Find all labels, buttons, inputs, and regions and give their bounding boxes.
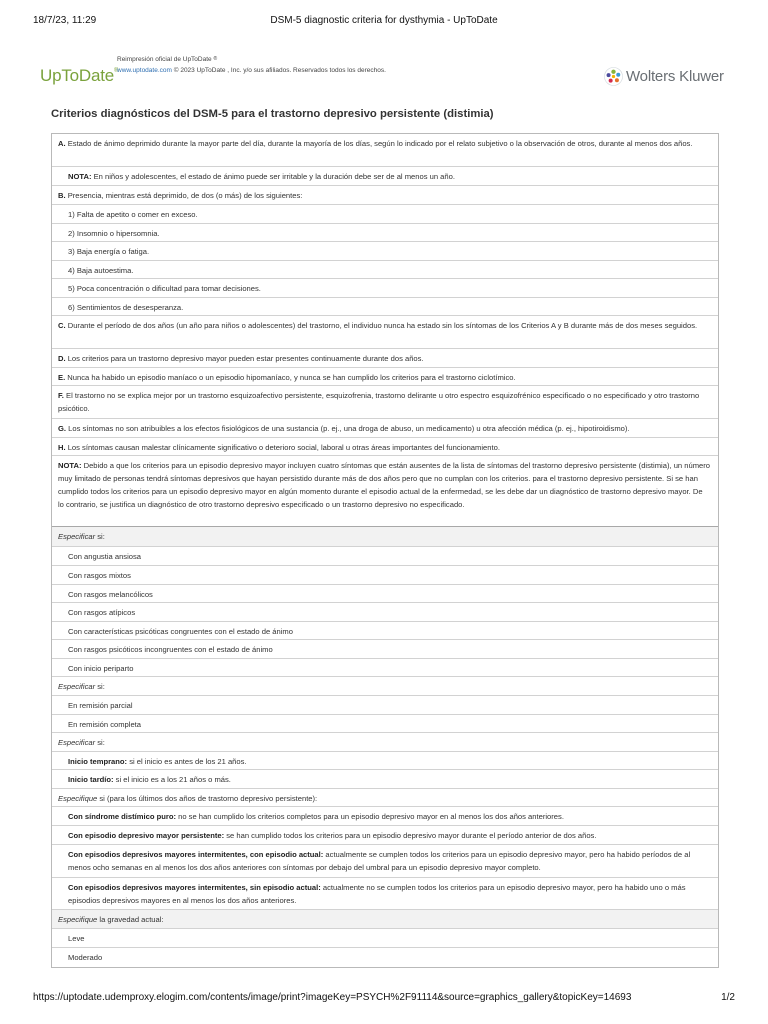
- footer-url: https://uptodate.udemproxy.elogim.com/contents/image/print?imageKey=PSYCH%2F91114&source=graphics_gallery&topicKey=14693: [33, 992, 632, 1003]
- row-text: El trastorno no se explica mejor por un trastorno esquizoafectivo persistente, esquizofrenia, trastorno delirante u otro espectro esquizofrénico especificado o no especificado y otro trastorno psicótico.: [58, 391, 700, 413]
- table-row: [52, 640, 718, 659]
- table-row: [52, 789, 718, 807]
- table-row: [52, 456, 718, 527]
- table-row: [52, 368, 718, 386]
- row-specifier-label: Especificar: [58, 532, 96, 541]
- table-row: [52, 261, 718, 279]
- row-text: En remisión completa: [68, 720, 142, 729]
- table-row: [52, 770, 718, 789]
- row-text: Con rasgos psicóticos incongruentes con el estado de ánimo: [68, 645, 273, 654]
- table-row: [52, 948, 718, 967]
- row-text: Con inicio periparto: [68, 664, 134, 673]
- row-label: Inicio tardío:: [68, 775, 114, 784]
- row-text: 3) Baja energía o fatiga.: [68, 247, 150, 256]
- row-text: Con características psicóticas congruentes con el estado de ánimo: [68, 627, 293, 636]
- print-header: [0, 15, 768, 29]
- table-row: [52, 807, 718, 826]
- brand-name: UpToDate: [40, 66, 114, 85]
- row-specifier-label: Especificar: [58, 738, 96, 747]
- table-row: [52, 186, 718, 205]
- row-text: actualmente no se cumplen todos los criterios para un episodio depresivo mayor, pero ha habido uno o más episodios depresivos mayores en al menos los dos años anteriores.: [68, 883, 686, 905]
- table-row: [52, 224, 718, 242]
- row-text: Con rasgos melancólicos: [68, 590, 153, 599]
- row-text: Con rasgos atípicos: [68, 608, 136, 617]
- row-text: si el inicio es antes de los 21 años.: [127, 757, 247, 766]
- row-text: En niños y adolescentes, el estado de ánimo puede ser irritable y la duración debe ser de al menos un año.: [91, 172, 455, 181]
- table-row: [52, 878, 718, 910]
- table-row: [52, 566, 718, 585]
- print-title: DSM-5 diagnostic criteria for dysthymia - UpToDate: [270, 15, 498, 26]
- row-text: En remisión parcial: [68, 701, 133, 710]
- row-text: actualmente se cumplen todos los criterios para un episodio depresivo mayor, pero ha habido períodos de al menos ocho semanas en al menos los dos años anteriores con síntomas por debajo del umbral para un episodio depresivo mayor completo.: [68, 850, 691, 872]
- table-row: [52, 826, 718, 845]
- row-text: si:: [95, 682, 105, 691]
- row-label: Con episodios depresivos mayores intermitentes, con episodio actual:: [68, 850, 324, 859]
- table-row: [52, 419, 718, 438]
- row-label: NOTA:: [68, 172, 92, 181]
- copyright-text: © 2023 UpToDate , Inc. y/o sus afiliados. Reservados todos los derechos.: [171, 67, 386, 74]
- row-text: 4) Baja autoestima.: [68, 266, 134, 275]
- row-text: Durante el período de dos años (un año para niños o adolescentes) del trastorno, el individuo nunca ha estado sin los síntomas de los Criterios A y B durante más de dos meses seguidos.: [65, 321, 698, 330]
- table-row: [52, 547, 718, 566]
- table-row: [52, 279, 718, 298]
- row-text: la gravedad actual:: [97, 915, 164, 924]
- row-text: Presencia, mientras está deprimido, de dos (o más) de los siguientes:: [65, 191, 303, 200]
- page-number: 1/2: [721, 992, 735, 1003]
- row-text: Con angustia ansiosa: [68, 552, 142, 561]
- row-label: B.: [58, 191, 66, 200]
- row-text: Los criterios para un trastorno depresivo mayor pueden estar presentes continuamente durante dos años.: [65, 354, 424, 363]
- wolters-kluwer-logo: [604, 65, 724, 87]
- table-row: [52, 242, 718, 261]
- row-label: A.: [58, 139, 66, 148]
- row-text: Debido a que los criterios para un episodio depresivo mayor incluyen cuatro síntomas que están ausentes de la lista de síntomas del trastorno depresivo persistente (distimia), un número muy limitado de personas tendrá síntomas depresivos que hayan persistido durante más de dos años pero que no cumplan con los criterios. para el trastorno depresivo persistente. Si se han cumplido todos los criterios para un episodio depresivo mayor en algún momento durante el episodio actual de la enfermedad, se les debe dar un diagnóstico de trastorno depresivo mayor. De lo contrario, se justifica un diagnóstico de otro trastorno depresivo especificado o un trastorno depresivo no especificado.: [58, 461, 710, 509]
- row-specifier-label: Especifique: [58, 794, 98, 803]
- row-text: no se han cumplido los criterios completos para un episodio depresivo mayor en al menos los dos años anteriores.: [176, 812, 564, 821]
- table-row: [52, 167, 718, 186]
- table-row: [52, 733, 718, 752]
- row-specifier-label: Especificar: [58, 682, 96, 691]
- uptodate-logo[interactable]: [40, 66, 118, 86]
- table-row: [52, 386, 718, 419]
- row-text: si el inicio es a los 21 años o más.: [113, 775, 231, 784]
- reprint-sup: ®: [213, 56, 218, 62]
- document-title: Criterios diagnósticos del DSM-5 para el trastorno depresivo persistente (distimia): [51, 108, 494, 120]
- row-text: 2) Insomnio o hipersomnia.: [68, 229, 160, 238]
- row-text: Estado de ánimo deprimido durante la mayor parte del día, durante la mayoría de los días, según lo indicado por el relato subjetivo o la observación de otros, durante al menos dos años.: [65, 139, 693, 148]
- table-row: [52, 316, 718, 349]
- table-row: [52, 845, 718, 878]
- reprint-notice: [117, 54, 386, 76]
- row-text: Leve: [68, 934, 85, 943]
- table-row: [52, 603, 718, 622]
- table-row: [52, 622, 718, 640]
- table-row: [52, 715, 718, 733]
- row-text: 1) Falta de apetito o comer en exceso.: [68, 210, 198, 219]
- print-date: 18/7/23, 11:29: [33, 15, 97, 26]
- wolters-kluwer-icon: [604, 67, 623, 86]
- table-row: [52, 910, 718, 929]
- row-label: H.: [58, 443, 66, 452]
- row-label: NOTA:: [58, 461, 82, 470]
- table-row: [52, 929, 718, 948]
- row-text: Nunca ha habido un episodio maníaco o un episodio hipomaníaco, y nunca se han cumplido los criterios para el trastorno ciclotímico.: [65, 373, 516, 382]
- table-row: [52, 696, 718, 715]
- row-label: Con episodio depresivo mayor persistente:: [68, 831, 225, 840]
- row-text: se han cumplido todos los criterios para un episodio depresivo mayor durante el período anterior de dos años.: [224, 831, 597, 840]
- brand-reg: ®: [114, 68, 119, 74]
- table-row: [52, 527, 718, 547]
- wolters-kluwer-name: Wolters Kluwer: [626, 67, 724, 85]
- table-row: [52, 349, 718, 368]
- row-text: Los síntomas no son atribuibles a los efectos fisiológicos de una sustancia (p. ej., una droga de abuso, un medicamento) u otra afección médica (p. ej., hipotiroidismo).: [66, 424, 630, 433]
- row-text: Con rasgos mixtos: [68, 571, 131, 580]
- criteria-table: [51, 133, 719, 968]
- table-row: [52, 205, 718, 224]
- table-row: [52, 585, 718, 603]
- table-row: [52, 752, 718, 770]
- row-label: E.: [58, 373, 66, 382]
- row-text: Los síntomas causan malestar clínicamente significativo o deterioro social, laboral u otras áreas importantes del funcionamiento.: [65, 443, 500, 452]
- row-text: Moderado: [68, 953, 103, 962]
- row-text: 6) Sentimientos de desesperanza.: [68, 303, 184, 312]
- uptodate-link[interactable]: www.uptodate.com: [117, 67, 172, 74]
- row-label: Inicio temprano:: [68, 757, 128, 766]
- row-label: Con síndrome distímico puro:: [68, 812, 177, 821]
- row-label: Con episodios depresivos mayores intermitentes, sin episodio actual:: [68, 883, 321, 892]
- row-label: D.: [58, 354, 66, 363]
- row-text: si:: [95, 532, 105, 541]
- row-label: C.: [58, 321, 66, 330]
- table-row: [52, 298, 718, 316]
- table-row: [52, 659, 718, 677]
- row-label: G.: [58, 424, 67, 433]
- print-footer: [0, 992, 768, 1006]
- table-row: [52, 134, 718, 167]
- row-text: si:: [95, 738, 105, 747]
- row-text: si (para los últimos dos años de trastorno depresivo persistente):: [97, 794, 318, 803]
- reprint-line1: Reimpresión oficial de UpToDate: [117, 56, 212, 63]
- row-text: 5) Poca concentración o dificultad para tomar decisiones.: [68, 284, 261, 293]
- table-row: [52, 438, 718, 456]
- table-row: [52, 677, 718, 696]
- row-label: F.: [58, 391, 64, 400]
- row-specifier-label: Especifique: [58, 915, 98, 924]
